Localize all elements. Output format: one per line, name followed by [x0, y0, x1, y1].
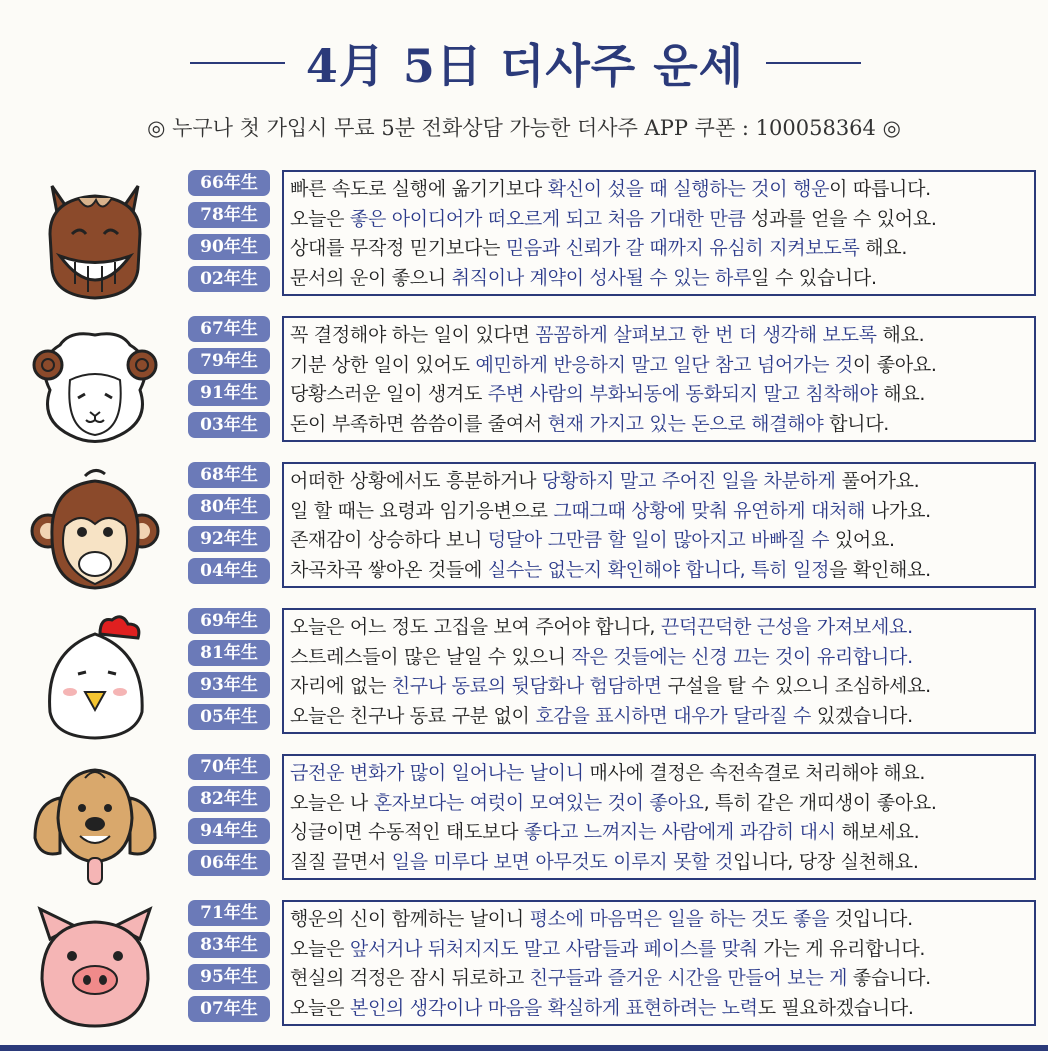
year-badge: 66年生	[188, 170, 270, 196]
year-badge: 71年生	[188, 900, 270, 926]
fortune-line: 오늘은 어느 정도 고집을 보여 주어야 합니다, 끈덕끈덕한 근성을 가져보세요.	[290, 616, 913, 638]
birth-years	[188, 900, 276, 1028]
fortune-line: 꼭 결정해야 하는 일이 있다면 꼼꼼하게 살펴보고 한 번 더 생각해 보도록 해요.	[290, 324, 925, 346]
fortune-line: 오늘은 본인의 생각이나 마음을 확실하게 표현하려는 노력도 필요하겠습니다.	[290, 996, 914, 1019]
fortune-line: 싱글이면 수동적인 태도보다 좋다고 느껴지는 사람에게 과감히 대시 해보세요.	[290, 821, 920, 843]
fortune-section-sheep	[0, 316, 1048, 456]
year-badge: 82年生	[188, 786, 270, 812]
fortune-line: 오늘은 좋은 아이디어가 떠오르게 되고 처음 기대한 만큼 성과를 얻을 수 있어요.	[290, 207, 937, 230]
birth-years	[188, 608, 276, 736]
year-badge: 70年生	[188, 754, 270, 780]
year-badge: 03年生	[188, 412, 270, 438]
year-badge: 02年生	[188, 266, 270, 292]
year-badge: 04年生	[188, 558, 270, 584]
birth-years	[188, 462, 276, 590]
year-badge: 67年生	[188, 316, 270, 342]
fortune-section-horse	[0, 170, 1048, 310]
year-badge: 05年生	[188, 704, 270, 730]
fortune-line: 문서의 운이 좋으니 취직이나 계약이 성사될 수 있는 하루일 수 있습니다.	[290, 266, 877, 289]
year-badge: 91年生	[188, 380, 270, 406]
coupon-subtitle: ◎ 누구나 첫 가입시 무료 5분 전화상담 가능한 더사주 APP 쿠폰 : 100058364 ◎	[147, 116, 901, 140]
year-badge: 94年生	[188, 818, 270, 844]
fortune-line: 어떠한 상황에서도 흥분하거나 당황하지 말고 주어진 일을 차분하게 풀어가요.	[290, 470, 920, 492]
fortune-line: 금전운 변화가 많이 일어나는 날이니 매사에 결정은 속전속결로 처리해야 해요.	[290, 762, 926, 784]
birth-years	[188, 754, 276, 882]
rooster-icon	[30, 612, 160, 742]
pig-icon	[30, 904, 160, 1034]
fortune-section-dog	[0, 754, 1048, 894]
year-badge: 78年生	[188, 202, 270, 228]
header	[0, 30, 1048, 100]
horse-icon	[30, 174, 160, 304]
fortune-box	[282, 316, 1036, 442]
year-badge: 06年生	[188, 850, 270, 876]
dog-icon	[30, 758, 160, 888]
fortune-line: 오늘은 앞서거나 뒤처지지도 말고 사람들과 페이스를 맞춰 가는 게 유리합니다.	[290, 937, 926, 960]
year-badge: 92年生	[188, 526, 270, 552]
fortune-box	[282, 900, 1036, 1026]
fortune-line: 상대를 무작정 믿기보다는 믿음과 신뢰가 갈 때까지 유심히 지켜보도록 해요.	[290, 237, 908, 259]
fortune-line: 당황스러운 일이 생겨도 주변 사람의 부화뇌동에 동화되지 말고 침착해야 해요.	[290, 383, 926, 405]
year-badge: 95年生	[188, 964, 270, 990]
fortune-box	[282, 608, 1036, 734]
fortune-line: 행운의 신이 함께하는 날이니 평소에 마음먹은 일을 하는 것도 좋을 것입니다.	[290, 908, 913, 930]
title-rule-right	[766, 62, 861, 64]
fortune-line: 차곡차곡 쌓아온 것들에 실수는 없는지 확인해야 합니다, 특히 일정을 확인해요.	[290, 558, 931, 581]
fortune-section-rooster	[0, 608, 1048, 748]
year-badge: 69年生	[188, 608, 270, 634]
fortune-box	[282, 462, 1036, 588]
year-badge: 83年生	[188, 932, 270, 958]
year-badge: 79年生	[188, 348, 270, 374]
fortune-box	[282, 170, 1036, 296]
fortune-line: 기분 상한 일이 있어도 예민하게 반응하지 말고 일단 참고 넘어가는 것이 좋아요.	[290, 353, 937, 376]
fortune-line: 스트레스들이 많은 날일 수 있으니 작은 것들에는 신경 끄는 것이 유리합니다.	[290, 645, 913, 668]
year-badge: 90年生	[188, 234, 270, 260]
fortune-line: 질질 끌면서 일을 미루다 보면 아무것도 이루지 못할 것입니다, 당장 실천해요.	[290, 850, 919, 873]
fortune-line: 오늘은 나 혼자보다는 여럿이 모여있는 것이 좋아요, 특히 같은 개띠생이 좋아요.	[290, 791, 937, 814]
fortune-section-pig	[0, 900, 1048, 1040]
fortune-section-monkey	[0, 462, 1048, 602]
sheep-icon	[30, 320, 160, 450]
fortune-box	[282, 754, 1036, 880]
fortune-line: 존재감이 상승하다 보니 덩달아 그만큼 할 일이 많아지고 바빠질 수 있어요.	[290, 529, 895, 551]
year-badge: 93年生	[188, 672, 270, 698]
bottom-border	[0, 1045, 1048, 1051]
title-rule-left	[190, 62, 285, 64]
fortune-line: 자리에 없는 친구나 동료의 뒷담화나 험담하면 구설을 탈 수 있으니 조심하세요.	[290, 675, 931, 697]
fortune-line: 오늘은 친구나 동료 구분 없이 호감을 표시하면 대우가 달라질 수 있겠습니다.	[290, 704, 913, 727]
fortune-line: 현실의 걱정은 잠시 뒤로하고 친구들과 즐거운 시간을 만들어 보는 게 좋습니다.	[290, 967, 931, 989]
fortune-line: 일 할 때는 요령과 임기응변으로 그때그때 상황에 맞춰 유연하게 대처해 나가요.	[290, 499, 931, 522]
birth-years	[188, 170, 276, 298]
fortune-line: 돈이 부족하면 씀씀이를 줄여서 현재 가지고 있는 돈으로 해결해야 합니다.	[290, 412, 890, 435]
monkey-icon	[30, 466, 160, 596]
page-title: 4月 5日 더사주 운세	[305, 39, 745, 93]
year-badge: 68年生	[188, 462, 270, 488]
fortune-line: 빠른 속도로 실행에 옮기기보다 확신이 섰을 때 실행하는 것이 행운이 따릅니다.	[290, 178, 931, 200]
year-badge: 80年生	[188, 494, 270, 520]
birth-years	[188, 316, 276, 444]
year-badge: 07年生	[188, 996, 270, 1022]
year-badge: 81年生	[188, 640, 270, 666]
